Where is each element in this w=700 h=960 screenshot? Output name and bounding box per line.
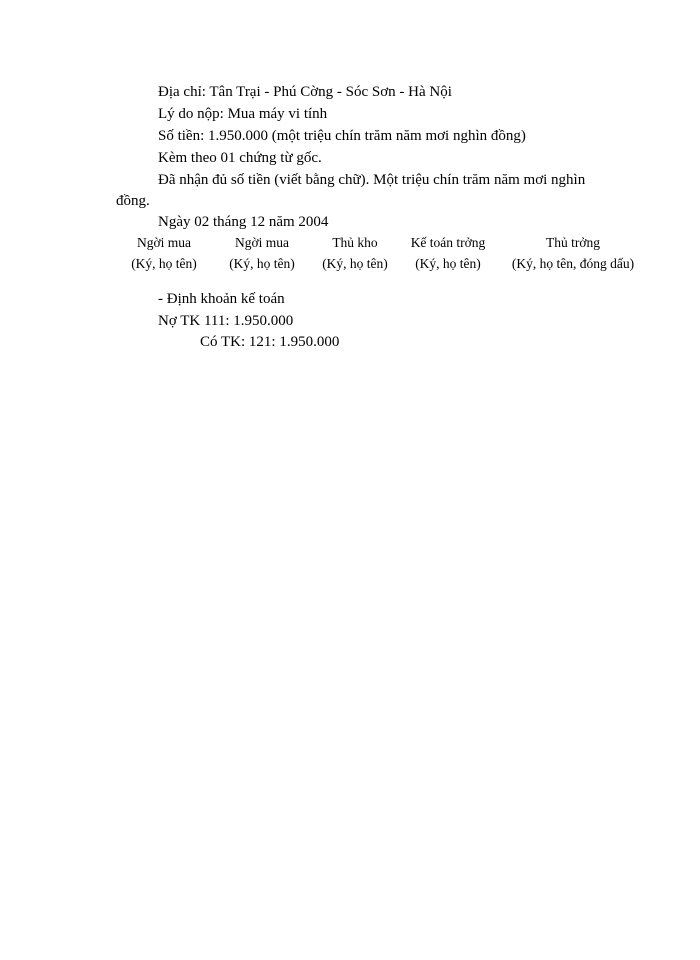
signature-role-storekeeper: Thủ kho [332, 235, 378, 250]
date-line: Ngày 02 tháng 12 năm 2004 [158, 214, 329, 230]
signature-note-storekeeper: (Ký, họ tên) [322, 256, 388, 271]
signature-role-director: Thủ trởng [545, 235, 600, 250]
accounting-debit: Nợ TK 111: 1.950.000 [158, 313, 294, 329]
signature-role-chief-accountant: Kế toán trởng [410, 235, 486, 250]
signature-note-buyer-1: (Ký, họ tên) [131, 256, 197, 271]
received-line-1: Đã nhận đủ số tiền (viết bằng chữ). Một triệu chín trăm năm mơi nghìn [158, 172, 586, 188]
accounting-heading: - Định khoản kế toán [158, 291, 285, 307]
amount-line: Số tiền: 1.950.000 (một triệu chín trăm năm mơi nghìn đồng) [158, 128, 526, 144]
accounting-credit: Có TK: 121: 1.950.000 [200, 334, 340, 350]
signature-role-buyer-1: Ngời mua [136, 235, 191, 250]
signature-role-buyer-2: Ngời mua [234, 235, 289, 250]
signature-note-buyer-2: (Ký, họ tên) [229, 256, 295, 271]
reason-line: Lý do nộp: Mua máy vi tính [158, 106, 328, 122]
address-line: Địa chỉ: Tân Trại - Phú Cờng - Sóc Sơn - Hà Nội [158, 84, 452, 100]
received-line-2: đồng. [116, 193, 150, 209]
signature-note-chief-accountant: (Ký, họ tên) [415, 256, 481, 271]
attached-line: Kèm theo 01 chứng từ gốc. [158, 150, 322, 166]
signature-note-director: (Ký, họ tên, đóng dấu) [511, 256, 635, 271]
